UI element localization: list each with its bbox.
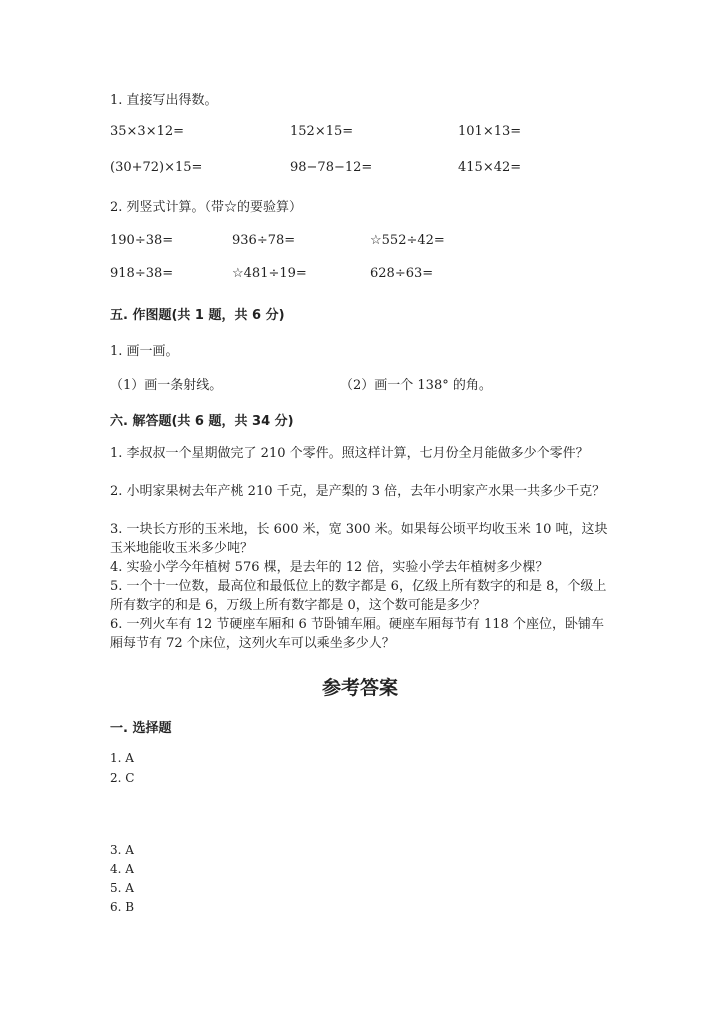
section-heading: 2. 列竖式计算。（带☆的要验算） — [110, 200, 303, 215]
answer-section-heading: 一. 选择题 — [110, 721, 172, 736]
answer-item: 6. B — [110, 900, 135, 914]
answer-item: 1. A — [110, 751, 134, 765]
answer-title: 参考答案 — [321, 677, 398, 699]
drawing-item: （2）画一个 138° 的角。 — [340, 378, 492, 393]
problem: (30+72)×15= — [110, 160, 203, 175]
word-problem: 6. 一列火车有 12 节硬座车厢和 6 节卧铺车厢。硬座车厢每节有 118 个座位，卧铺车厢每节有 72 个床位，这列火车可以乘坐多少人？ — [110, 617, 604, 651]
problem: 190÷38= — [110, 233, 174, 248]
answer-item: 2. C — [110, 771, 135, 785]
word-problem: 1. 李叔叔一个星期做完了 210 个零件。照这样计算，七月份全月能做多少个零件？ — [110, 446, 589, 461]
section-heading: 1. 直接写出得数。 — [110, 93, 218, 108]
problem: 918÷38= — [110, 266, 174, 281]
word-problem: 2. 小明家果树去年产桃 210 千克，是产梨的 3 倍，去年小明家产水果一共多少千克？ — [110, 484, 606, 499]
part-heading: 六. 解答题(共 6 题，共 34 分) — [110, 414, 294, 429]
drawing-item: （1）画一条射线。 — [110, 378, 223, 393]
answer-item: 3. A — [110, 843, 134, 857]
problem: ☆481÷19= — [232, 266, 307, 281]
answer-item: 4. A — [110, 862, 134, 876]
answer-item: 5. A — [110, 881, 134, 895]
problem: 415×42= — [458, 160, 522, 175]
problem: 152×15= — [290, 124, 354, 139]
question: 1. 画一画。 — [110, 344, 179, 359]
word-problem: 5. 一个十一位数，最高位和最低位上的数字都是 6，亿级上所有数字的和是 8，个级上所有数字的和是 6，万级上所有数字都是 0，这个数可能是多少？ — [110, 579, 607, 613]
problem: 35×3×12= — [110, 124, 185, 139]
word-problem: 3. 一块长方形的玉米地，长 600 米，宽 300 米。如果每公顷平均收玉米 10 吨，这块玉米地能收玉米多少吨？ — [110, 522, 608, 556]
problem: 101×13= — [458, 124, 522, 139]
problem: 98−78−12= — [290, 160, 373, 175]
problem: 936÷78= — [232, 233, 296, 248]
word-problem: 4. 实验小学今年植树 576 棵，是去年的 12 倍，实验小学去年植树多少棵？ — [110, 560, 549, 575]
problem: 628÷63= — [370, 266, 434, 281]
problem: ☆552÷42= — [370, 233, 445, 248]
part-heading: 五. 作图题(共 1 题，共 6 分) — [110, 308, 285, 323]
